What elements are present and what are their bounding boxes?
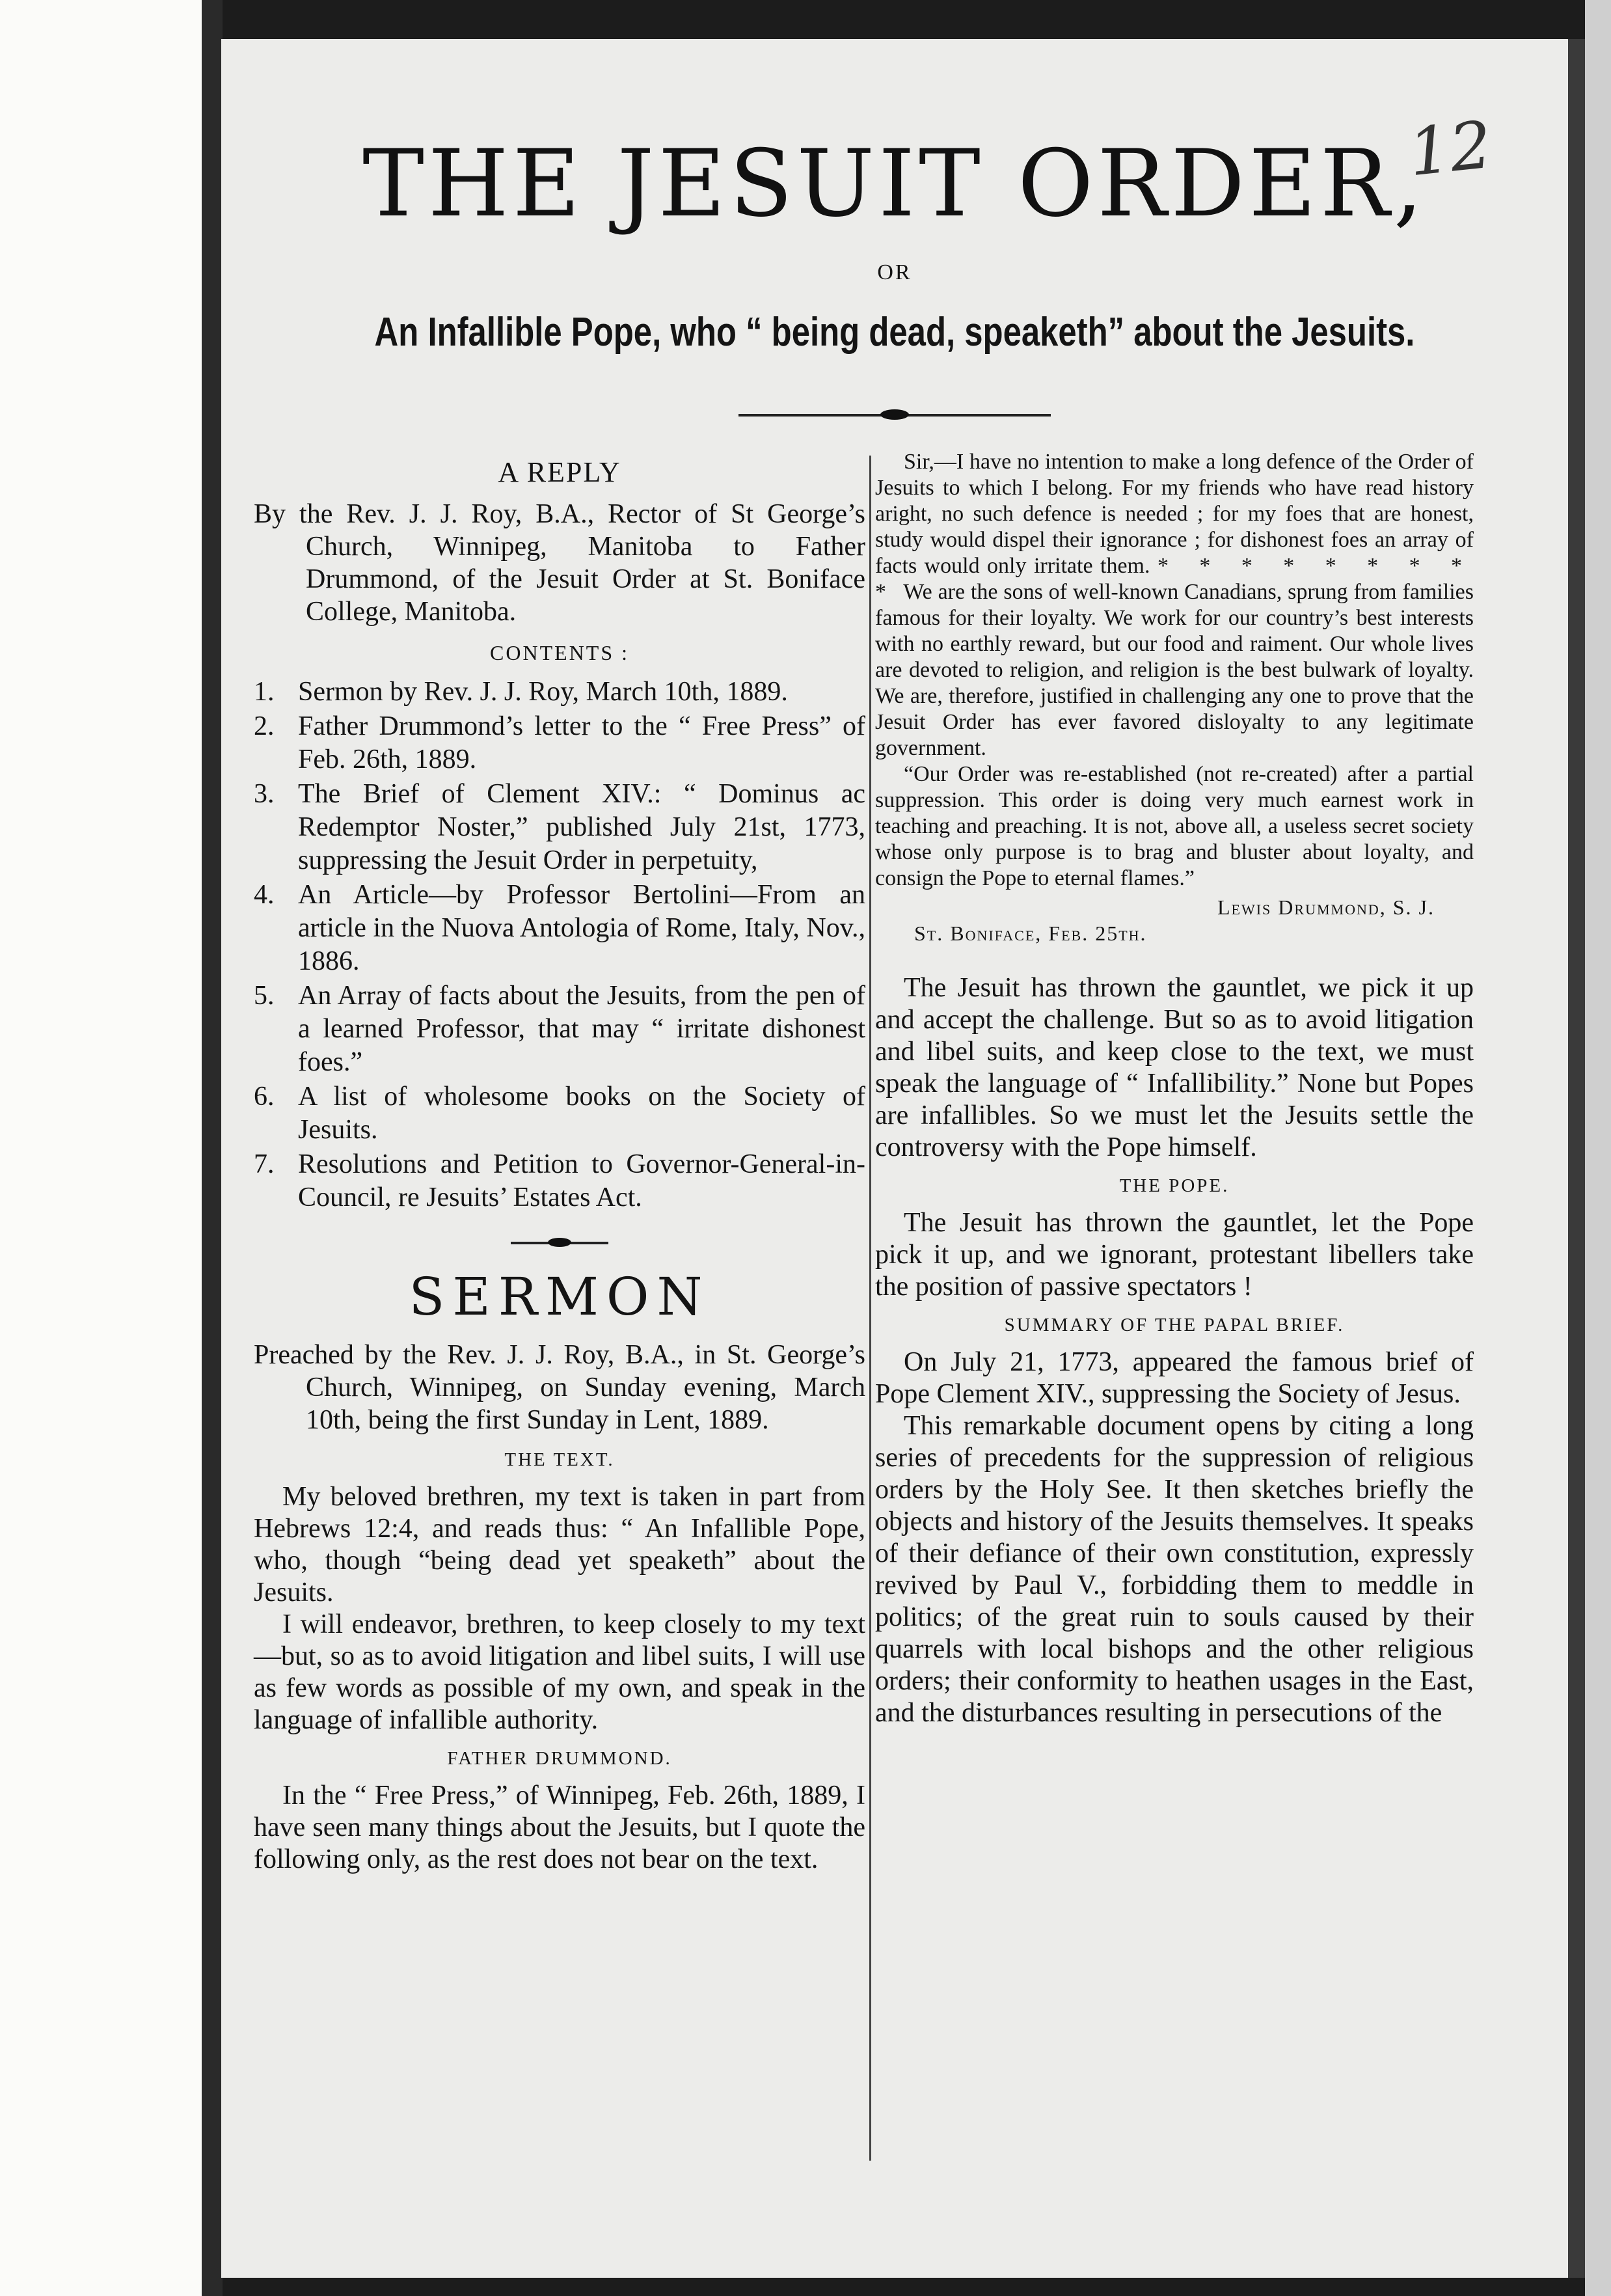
left-column [254, 449, 865, 1876]
ornament-dot [880, 409, 909, 420]
contents-item: 2. Father Drummond’s letter to the “ Free Press” of Feb. 26th, 1889. [254, 711, 865, 774]
right-page-edge [1585, 0, 1611, 2296]
section-ornament [511, 1242, 608, 1244]
gauntlet-paragraph: The Jesuit has thrown the gauntlet, we pick it up and accept the challenge. But so as to avoid litigation and libel suits, and keep close to the text, we must speak the language of “ Infallibility.” None but Popes are infallibles. So we must let the Jesuits settle the controversy with the Pope himself. [875, 973, 1474, 1162]
sermon-title: SERMON [409, 1266, 711, 1327]
document-subtitle: An Infallible Pope, who “ being dead, speaketh” about the Jesuits. [374, 310, 1415, 355]
letter-paragraph: Sir,—I have no intention to make a long defence of the Order of Jesuits to which I belong. For my friends who have read history aright, no such defence is needed ; for my foes that are honest, study would dispel their ignorance ; for dishonest foes an array of facts would only irritate them. * * * * * * * * * We are the sons of well-known Canadians, sprung from families famous for their loyalty. We work for our country’s best interests with no earthly reward, but our food and raiment. Our whole lives are devoted to religion, and religion is the best bulwark of loyalty. We are, therefore, justified in challenging any one to prove that the Jesuit Order has ever favored disloyalty to any legitimate government. [875, 450, 1474, 760]
ellipsis-stars: * * * * * * * * * [875, 554, 1474, 604]
sermon-paragraph: I will endeavor, brethren, to keep closely to my text—but, so as to avoid litigation and libel suits, I will use as few words as possible of my own, and speak in the language of infallible authority. [254, 1609, 865, 1735]
pope-paragraph: The Jesuit has thrown the gauntlet, let the Pope pick it up, and we ignorant, protestant libellers take the position of passive spectators ! [875, 1208, 1474, 1302]
contents-heading: CONTENTS : [490, 641, 629, 664]
right-column [875, 449, 1474, 1729]
contents-item: 5. An Array of facts about the Jesuits, from the pen of a learned Professor, that may “ irritate dishonest foes.” [254, 981, 865, 1077]
left-blank-page [0, 0, 215, 2296]
reply-heading: A REPLY [498, 456, 621, 488]
contents-item: 3. The Brief of Clement XIV.: “ Dominus ac Redemptor Noster,” published July 21st, 1773, suppressing the Jesuit Order in perpetuity, [254, 779, 865, 875]
contents-item: 4. An Article—by Professor Bertolini—From an article in the Nuova Antologia of Rome, Italy, Nov., 1886. [254, 880, 865, 976]
drummond-heading: FATHER DRUMMOND. [447, 1748, 672, 1769]
sermon-paragraph: In the “ Free Press,” of Winnipeg, Feb. 26th, 1889, I have seen many things about the Jesuits, but I quote the following only, as the rest does not bear on the text. [254, 1781, 865, 1874]
contents-item: 7. Resolutions and Petition to Governor-General-in-Council, re Jesuits’ Estates Act. [254, 1149, 865, 1212]
book-gutter [202, 0, 223, 2296]
pope-heading: THE POPE. [1119, 1175, 1230, 1196]
summary-paragraph: On July 21, 1773, appeared the famous brief of Pope Clement XIV., suppressing the Society of Jesus. [875, 1347, 1474, 1409]
contents-item: 1. Sermon by Rev. J. J. Roy, March 10th, 1889. [254, 677, 788, 707]
contents-list [254, 676, 865, 1214]
letter-signature: Lewis Drummond, S. J. [1217, 895, 1435, 919]
text-heading: THE TEXT. [504, 1449, 615, 1470]
sermon-preached-note: Preached by the Rev. J. J. Roy, B.A., in St. George’s Church, Winnipeg, on Sunday evening, March 10th, being the first Sunday in Lent, 1889. [254, 1340, 865, 1435]
letter-paragraph: “Our Order was re-established (not re-created) after a partial suppression. This order is doing very much earnest work in teaching and preaching. It is not, above all, a useless secret society whose only purpose is to brag and bluster about loyalty, and consign the Pope to eternal flames.” [875, 762, 1474, 890]
summary-heading: SUMMARY OF THE PAPAL BRIEF. [1004, 1315, 1345, 1335]
title-ornament-rule [738, 414, 1051, 417]
handwritten-page-number: 12 [1405, 106, 1496, 191]
reply-byline: By the Rev. J. J. Roy, B.A., Rector of St George’s Church, Winnipeg, Manitoba to Father Drummond, of the Jesuit Order at St. Boniface College, Manitoba. [254, 499, 865, 627]
document-title: THE JESUIT ORDER, [362, 130, 1427, 238]
ornament-dot [548, 1238, 571, 1247]
column-divider [869, 456, 871, 2161]
title-conjunction: OR [877, 260, 912, 284]
contents-item: 6. A list of wholesome books on the Society of Jesuits. [254, 1082, 865, 1145]
summary-paragraph: This remarkable document opens by citing a long series of precedents for the suppression of religious orders by the Holy See. It then sketches briefly the objects and history of the Jesuits themselves. It speaks of their defiance of their own constitution, expressly revived by Paul V., forbidding them to meddle in politics; of the great ruin to souls caused by their quarrels with local bishops and the other religious orders; their conformity to heathen usages in the East, and the disturbances resulting in persecutions of the [875, 1411, 1474, 1728]
letter-place-date: St. Boniface, Feb. 25th. [914, 922, 1147, 945]
sermon-paragraph: My beloved brethren, my text is taken in part from Hebrews 12:4, and reads thus: “ An Infallible Pope, who, though “being dead yet speaketh” about the Jesuits. [254, 1482, 865, 1607]
